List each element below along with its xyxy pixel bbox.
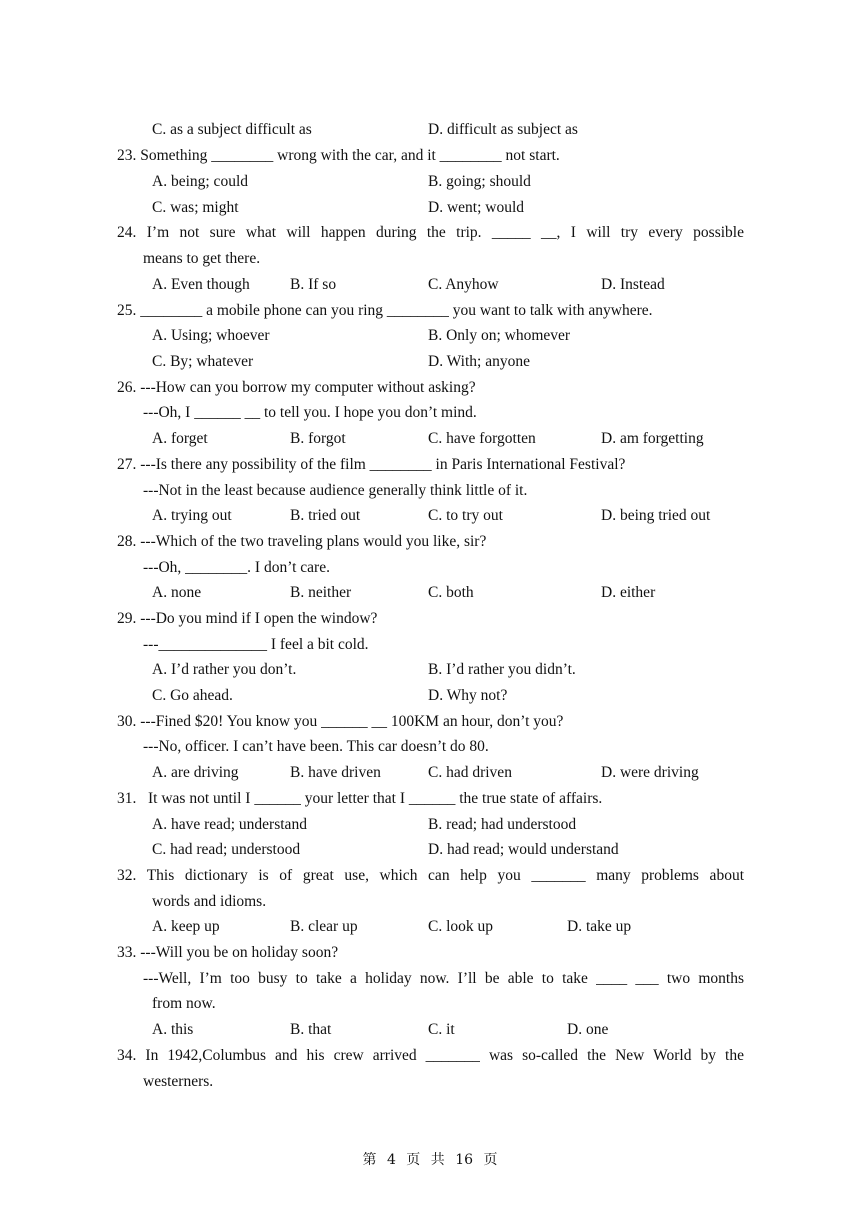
q33-option-a: A. this (152, 1021, 194, 1038)
q33-options-row (0, 1017, 860, 1043)
q26-option-d: D. am forgetting (601, 430, 704, 447)
q32-option-c: C. look up (428, 918, 494, 935)
q25-stem: 25. ________ a mobile phone can you ring ________ you want to talk with anywhere. (117, 302, 653, 319)
q31-stem: 31. It was not until I ______ your letter that I ______ the true state of affairs. (117, 790, 603, 807)
q26-options-row (0, 426, 860, 452)
q33-option-b: B. that (290, 1021, 332, 1038)
q24-stem-line-2: means to get there. (143, 250, 261, 267)
q31-option-d: D. had read; would understand (428, 841, 619, 858)
q28-option-a: A. none (152, 584, 202, 601)
q23-options-row-2 (0, 195, 860, 221)
q33-stem-line-2: ---Well, I’m too busy to take a holiday now. I’ll be able to take ____ ___ two months (143, 970, 744, 987)
q22-options-row (0, 117, 860, 143)
q25-option-c: C. By; whatever (152, 353, 254, 370)
q32-stem-line-2: words and idioms. (152, 893, 267, 910)
q27-options-row (0, 503, 860, 529)
q32-options-row (0, 914, 860, 940)
q29-stem-line-1: 29. ---Do you mind if I open the window? (117, 610, 378, 627)
q33-stem-line-1: 33. ---Will you be on holiday soon? (117, 944, 339, 961)
q32-option-a: A. keep up (152, 918, 220, 935)
q24-stem-line-1: 24. I’m not sure what will happen during the trip. _____ __, I will try every possible (117, 224, 744, 241)
q24-option-a: A. Even though (152, 276, 250, 293)
q26-stem-line-1: 26. ---How can you borrow my computer without asking? (117, 379, 476, 396)
q23-option-a: A. being; could (152, 173, 248, 190)
q30-option-a: A. are driving (152, 764, 239, 781)
q28-stem-line-1: 28. ---Which of the two traveling plans would you like, sir? (117, 533, 487, 550)
q27-option-d: D. being tried out (601, 507, 711, 524)
q22-option-d: D. difficult as subject as (428, 121, 578, 138)
q28-options-row (0, 580, 860, 606)
q29-options-row-2 (0, 683, 860, 709)
q34-stem-line-2: westerners. (143, 1073, 214, 1090)
q25-options-row-2 (0, 349, 860, 375)
q27-option-a: A. trying out (152, 507, 232, 524)
q28-stem-line-2: ---Oh, ________. I don’t care. (143, 559, 330, 576)
q24-option-c: C. Anyhow (428, 276, 499, 293)
q29-options-row-1 (0, 657, 860, 683)
q26-option-a: A. forget (152, 430, 208, 447)
q25-option-b: B. Only on; whomever (428, 327, 571, 344)
q26-stem-line-2: ---Oh, I ______ __ to tell you. I hope you don’t mind. (143, 404, 477, 421)
q30-option-c: C. had driven (428, 764, 512, 781)
q30-options-row (0, 760, 860, 786)
q27-option-c: C. to try out (428, 507, 503, 524)
q30-option-b: B. have driven (290, 764, 381, 781)
q31-option-b: B. read; had understood (428, 816, 577, 833)
q25-option-a: A. Using; whoever (152, 327, 270, 344)
q30-stem-line-1: 30. ---Fined $20! You know you ______ __ 100KM an hour, don’t you? (117, 713, 564, 730)
q25-option-d: D. With; anyone (428, 353, 530, 370)
q34-stem-line-1: 34. In 1942,Columbus and his crew arrived _______ was so-called the New World by the (117, 1047, 744, 1064)
q24-option-b: B. If so (290, 276, 337, 293)
q28-option-c: C. both (428, 584, 474, 601)
q31-option-a: A. have read; understand (152, 816, 307, 833)
q30-option-d: D. were driving (601, 764, 699, 781)
q33-stem-line-3: from now. (152, 995, 216, 1012)
q23-stem: 23. Something ________ wrong with the car, and it ________ not start. (117, 147, 560, 164)
q23-option-b: B. going; should (428, 173, 531, 190)
page-number-footer: 第 4 页 共 16 页 (362, 1152, 498, 1168)
q23-option-d: D. went; would (428, 199, 525, 216)
q23-option-c: C. was; might (152, 199, 239, 216)
q23-options-row-1 (0, 169, 860, 195)
q27-stem-line-1: 27. ---Is there any possibility of the film ________ in Paris International Festival? (117, 456, 626, 473)
q29-option-b: B. I’d rather you didn’t. (428, 661, 576, 678)
q32-option-d: D. take up (567, 918, 632, 935)
q29-option-d: D. Why not? (428, 687, 508, 704)
q29-option-a: A. I’d rather you don’t. (152, 661, 297, 678)
q22-option-c: C. as a subject difficult as (152, 121, 312, 138)
q31-options-row-2 (0, 837, 860, 863)
q24-options-row (0, 272, 860, 298)
q31-option-c: C. had read; understood (152, 841, 301, 858)
q26-option-c: C. have forgotten (428, 430, 536, 447)
q24-option-d: D. Instead (601, 276, 665, 293)
q29-option-c: C. Go ahead. (152, 687, 233, 704)
q33-option-d: D. one (567, 1021, 609, 1038)
q26-option-b: B. forgot (290, 430, 346, 447)
q27-stem-line-2: ---Not in the least because audience generally think little of it. (143, 482, 528, 499)
q32-stem-line-1: 32. This dictionary is of great use, which can help you _______ many problems about (117, 867, 744, 884)
q27-option-b: B. tried out (290, 507, 361, 524)
q32-option-b: B. clear up (290, 918, 358, 935)
q25-options-row-1 (0, 323, 860, 349)
q33-option-c: C. it (428, 1021, 455, 1038)
q28-option-d: D. either (601, 584, 656, 601)
q29-stem-line-2: ---______________ I feel a bit cold. (143, 636, 369, 653)
q31-options-row-1 (0, 812, 860, 838)
q30-stem-line-2: ---No, officer. I can’t have been. This car doesn’t do 80. (143, 738, 489, 755)
q28-option-b: B. neither (290, 584, 352, 601)
